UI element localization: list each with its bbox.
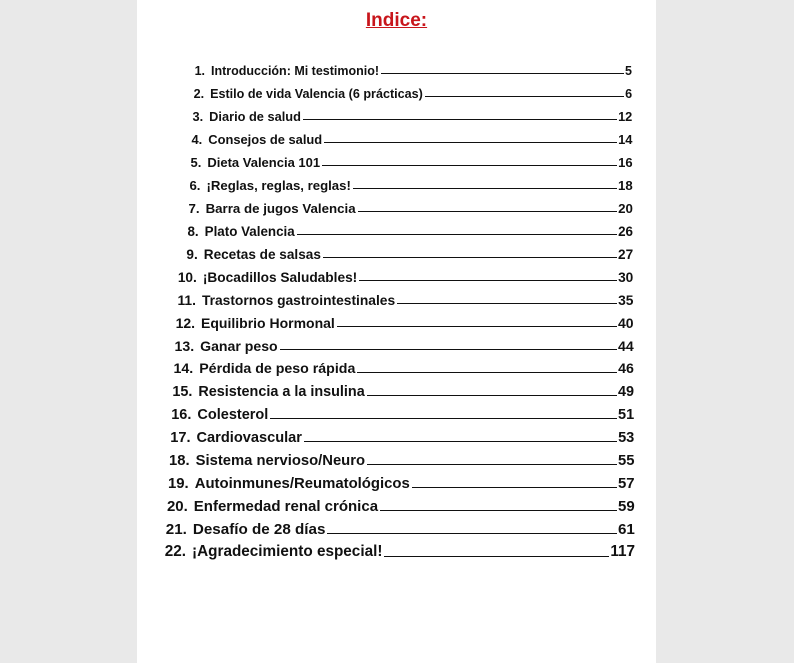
toc-entry-page: 49 [617,384,634,400]
toc-entry-page: 27 [618,247,634,262]
toc-entry-label: Diario de salud [209,109,301,124]
toc-entry-number: 14. [173,361,194,377]
toc-entry-page: 40 [618,315,634,331]
toc-leader-line [367,464,617,465]
toc-entry-label: Equilibrio Hormonal [201,315,335,331]
toc-entry-page: 35 [618,293,634,308]
toc-entry-page: 46 [618,361,634,377]
toc-entry-number: 6. [189,178,201,193]
toc-entry-label: Ganar peso [200,338,278,354]
toc-entry [161,518,635,538]
toc-entry-page: 5 [625,64,632,78]
toc-entry-page: 59 [618,498,635,515]
toc-entry-number: 20. [166,498,188,515]
toc-entry-label: ¡Reglas, reglas, reglas! [206,178,351,193]
toc-entry-number: 5. [190,155,202,170]
toc-leader-line [397,303,617,304]
toc-entry-page: 55 [617,453,635,469]
toc-entry-number: 1. [194,64,205,78]
toc-leader-line [303,119,617,120]
toc-entry [164,472,635,492]
toc-entry-label: Pérdida de peso rápida [199,361,356,377]
toc-entry-page: 20 [618,201,633,216]
toc-entry-label: Resistencia a la insulina [198,384,365,400]
toc-entry-label: Estilo de vida Valencia (6 prácticas) [210,87,423,101]
toc-entry-label: Consejos de salud [208,132,323,147]
toc-entry-number: 21. [165,521,187,538]
toc-entry-page: 53 [618,430,635,446]
toc-entry [183,127,632,147]
toc-leader-line [359,280,617,281]
toc-entry [163,495,635,515]
toc-entry [160,541,635,561]
toc-entry-label: Desafío de 28 días [192,521,326,538]
toc-entry-number: 3. [192,109,204,124]
toc-leader-line [323,257,617,258]
toc-entry-number: 22. [164,543,186,560]
toc-entry-page: 30 [618,270,634,285]
toc-leader-line [367,395,617,396]
toc-entry [169,380,634,400]
toc-leader-line [380,510,617,511]
toc-entry-number: 13. [174,338,195,354]
toc-entry-number: 9. [186,247,198,262]
toc-leader-line [280,349,617,350]
document-page [137,0,656,663]
toc-leader-line [304,441,617,442]
toc-entry [177,242,633,262]
toc-leader-line [412,487,617,488]
toc-entry [165,449,634,469]
toc-leader-line [425,96,624,97]
toc-entry [181,173,633,193]
toc-entry [172,334,634,354]
toc-entry [173,311,634,331]
toc-entry [174,288,633,308]
toc-entry-number: 15. [172,384,193,400]
toc-entry [184,104,632,124]
toc-entry-page: 51 [618,407,635,423]
toc-entry-label: ¡Bocadillos Saludables! [202,270,358,285]
toc-entry-number: 19. [167,476,189,492]
toc-entry-number: 18. [169,453,190,469]
toc-entry [166,426,634,446]
toc-entry-label: Autoinmunes/Reumatológicos [194,476,410,492]
toc-entry [187,58,632,78]
toc-entry [175,265,633,285]
toc-leader-line [322,165,617,166]
toc-leader-line [357,372,617,373]
toc-entry-page: 14 [618,132,633,147]
toc-entry-page: 12 [618,109,633,124]
toc-entry-number: 12. [175,315,196,331]
toc-entry-label: Trastornos gastrointestinales [201,293,396,308]
toc-leader-line [381,73,624,74]
toc-entry [186,81,632,101]
toc-leader-line [327,533,617,534]
toc-entry-page: 117 [610,543,635,560]
toc-entry-number: 4. [191,132,203,147]
toc-leader-line [337,326,617,327]
toc-entry-number: 8. [187,224,199,239]
toc-entry-page: 57 [618,476,635,492]
toc-leader-line [353,188,617,189]
toc-entry-page: 44 [618,338,634,354]
toc-entry-label: Colesterol [197,407,269,423]
toc-entry-label: Barra de jugos Valencia [205,201,356,216]
toc-entry [168,403,634,423]
toc-entry-number: 2. [193,87,205,101]
toc-entry-number: 7. [188,201,200,216]
toc-entry-number: 16. [171,407,192,423]
toc-entry-page: 16 [618,155,633,170]
toc-entry-label: ¡Agradecimiento especial! [192,543,383,560]
toc-leader-line [324,142,617,143]
toc-leader-line [358,211,617,212]
toc-entry [179,196,633,216]
toc-entry-label: Sistema nervioso/Neuro [195,453,366,469]
toc-entry [178,219,633,239]
toc-entry-label: Introducción: Mi testimonio! [211,64,380,78]
toc-entry [182,150,633,170]
toc-entry [170,357,634,377]
toc-leader-line [270,418,617,419]
page-title: Indice: [365,10,428,31]
toc-entry-page: 6 [625,87,633,101]
toc-entry-number: 10. [177,270,197,285]
toc-entry-label: Cardiovascular [196,430,302,446]
toc-entry-label: Enfermedad renal crónica [193,498,379,515]
toc-entry-page: 61 [617,521,635,538]
toc-leader-line [297,234,617,235]
table-of-contents [137,0,656,663]
toc-entry-page: 26 [618,224,633,239]
toc-entry-label: Dieta Valencia 101 [207,155,321,170]
toc-entry-page: 18 [618,178,633,193]
toc-entry-label: Recetas de salsas [203,247,321,262]
toc-entry-number: 17. [170,430,191,446]
toc-leader-line [384,556,609,557]
toc-entry-number: 11. [177,293,196,308]
toc-entry-label: Plato Valencia [204,224,295,239]
